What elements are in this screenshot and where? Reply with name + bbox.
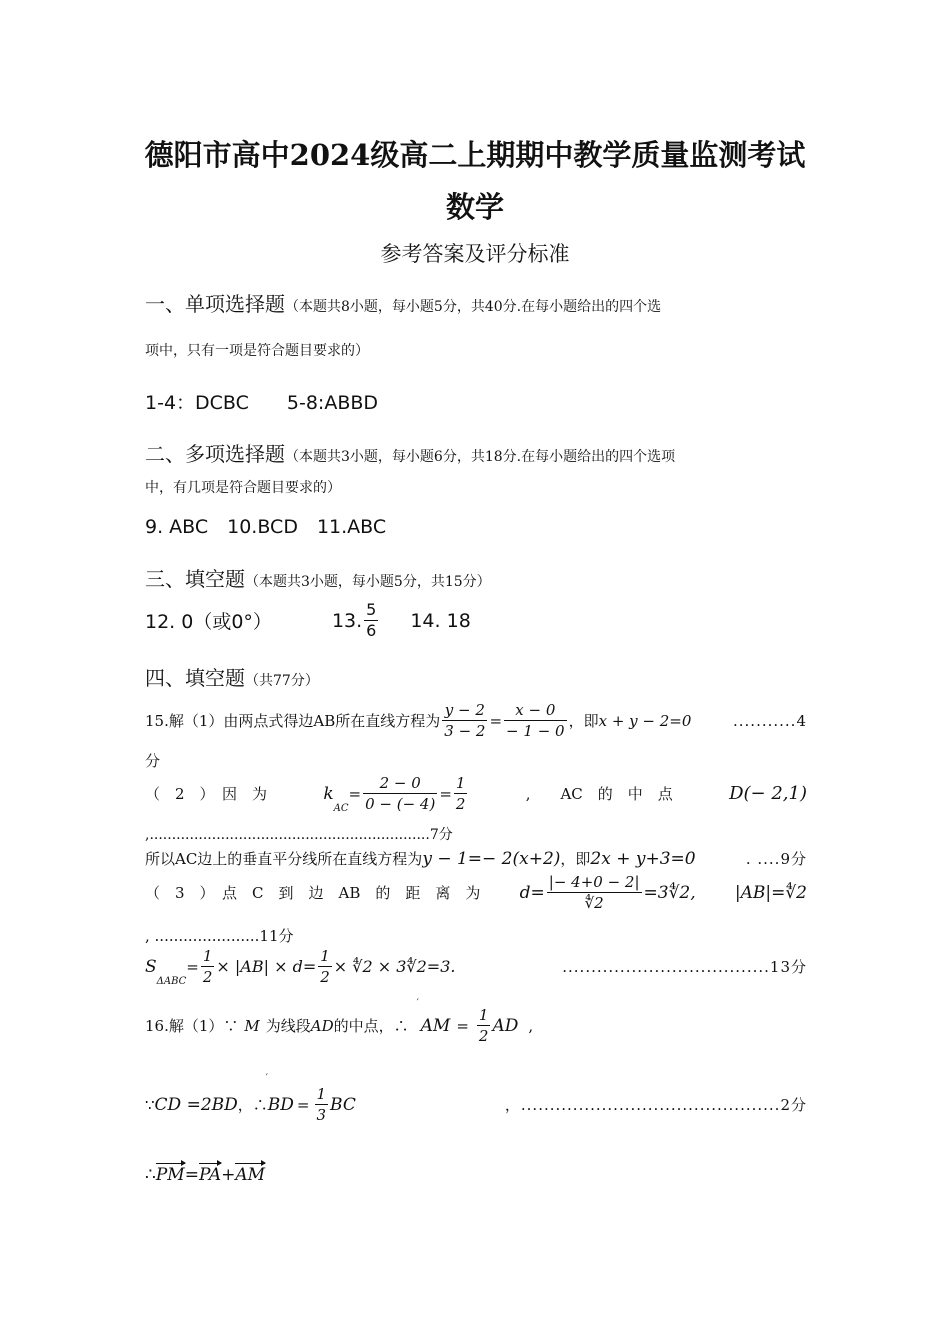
q15-fraction-4	[454, 773, 468, 814]
section-2-note-line2: 中，有几项是符合题目要求的）	[145, 480, 341, 496]
q15-line-4	[145, 848, 807, 869]
section-3-answers	[145, 600, 471, 641]
q16-f2-num: 1	[316, 1085, 327, 1103]
q15-score-9: . ....9分	[745, 850, 807, 868]
q16-point-M: M	[244, 1016, 260, 1035]
q16-vector-mark-icon: ′	[416, 997, 419, 1009]
q15-slope-expression	[323, 773, 469, 814]
q15-score-11: , ......................11分	[145, 927, 294, 945]
q15-f6-den: 2	[202, 968, 213, 986]
section-1-note-line2: 项中，只有一项是符合题目要求的）	[145, 343, 369, 359]
q16-because: ∵	[145, 1095, 155, 1114]
q16-vector-AM-group	[416, 997, 451, 1036]
q15-bisector-eq-1: y − 1=− 2(x+2)	[422, 848, 561, 869]
q15-fraction-3	[363, 773, 437, 814]
q15-score-7: ,...............................................................7分	[145, 827, 453, 843]
q16-vector-BD-group	[265, 1072, 294, 1115]
q16-equals-3: =	[184, 1165, 199, 1185]
q16-score-2: ，.............................................2分	[504, 1096, 807, 1114]
q16-line-2	[145, 1072, 807, 1125]
q15-f6-num: 1	[202, 947, 213, 965]
q15-f7-num: 1	[320, 947, 330, 965]
q16-therefore: ，∴	[237, 1096, 268, 1114]
q15-bisector-eq-2: 2x + y+3=0	[590, 848, 696, 869]
answer-13-label: 13.	[331, 609, 363, 632]
section-3-heading	[145, 563, 491, 592]
q15-bisector-mid: ，即	[560, 850, 591, 868]
q15-fraction-5	[547, 872, 642, 913]
q16-fraction-1	[477, 1005, 491, 1046]
q16-vector-AM-2: AM	[235, 1165, 266, 1185]
q15-f5-den: ∜2	[584, 894, 604, 912]
q15-f5-num: |− 4+0 − 2|	[548, 873, 640, 891]
q15-f2-den: − 1 − 0	[506, 722, 565, 740]
q15-text-2: ，即	[568, 712, 599, 730]
q15-area-mid: × |AB| × d=	[216, 957, 317, 976]
q16-f1-num: 1	[478, 1006, 489, 1024]
q15-distance-text: （ 3 ） 点 C 到 边 AB 的 距 离 为	[145, 884, 481, 902]
section-3-title: 三、填空题	[145, 567, 245, 591]
q15-text-1: 15.解（1）由两点式得边AB所在直线方程为	[145, 712, 441, 730]
q15-f3-num: 2 − 0	[363, 773, 437, 794]
q16-segment-AD: AD	[310, 1016, 334, 1035]
answer-12: 12. 0（或0°）	[145, 611, 272, 633]
answer-13-denominator: 6	[366, 621, 377, 640]
q15-fraction-7	[318, 946, 332, 987]
q15-line-7	[145, 946, 807, 987]
q15-slope-subscript: AC	[333, 803, 349, 814]
q16-f1-den: 2	[478, 1027, 489, 1045]
q15-fraction-1	[442, 700, 487, 741]
q16-vector-PM: PM	[155, 1165, 185, 1185]
q15-slope-k: k	[323, 783, 334, 804]
section-2-title: 二、多项选择题	[145, 442, 285, 466]
section-2-answers: 9. ABC 10.BCD 11.ABC	[145, 516, 387, 538]
q15-score-13: ....................................13分	[562, 958, 807, 976]
q15-f1-num: y − 2	[442, 700, 487, 721]
q16-vector-mark-icon-2: ′	[265, 1072, 269, 1084]
page-title: 德阳市高中2024级高二上期期中教学质量监测考试	[144, 138, 806, 172]
q16-equals-1: =	[456, 1016, 469, 1035]
q16-line-3	[145, 1165, 265, 1185]
q16-text-3: 的中点，∴	[333, 1017, 409, 1035]
section-4-heading	[145, 662, 319, 691]
q15-line-2	[145, 773, 807, 814]
q15-fraction-2	[504, 700, 567, 741]
q15-score-dots-1: ...........4	[733, 711, 807, 730]
section-2-heading	[145, 438, 675, 467]
q15-line-equation: x + y − 2=0	[598, 711, 692, 730]
q15-slope-equals: =	[348, 784, 362, 803]
section-3-note: （本题共3小题，每小题5分，共15分）	[245, 574, 491, 590]
section-1-answers: 1-4：DCBC 5-8:ABBD	[145, 392, 379, 414]
q15-f2-num: x − 0	[504, 700, 567, 721]
q15-equals: =	[489, 711, 503, 730]
q15-bisector-text: 所以AC边上的垂直平分线所在直线方程为	[145, 850, 423, 868]
q16-vector-AM: AM	[420, 1015, 451, 1036]
section-1-heading	[145, 288, 661, 317]
q16-equals-2: =	[296, 1095, 310, 1114]
q15-area-subscript: ΔABC	[156, 976, 187, 987]
q16-plus: +	[221, 1165, 236, 1185]
subject-title: 数学	[445, 190, 504, 224]
q15-midpoint-D: D(− 2,1)	[729, 783, 807, 804]
q16-line-1	[145, 997, 534, 1046]
answer-14: 14. 18	[410, 609, 471, 632]
q15-score-unit: 分	[145, 752, 161, 770]
q16-text-1: 16.解（1）∵	[145, 1017, 239, 1035]
q16-segment-AD-2: AD	[492, 1015, 519, 1036]
q15-f4-den: 2	[455, 795, 466, 813]
q16-comma: ,	[528, 1016, 534, 1035]
q15-distance-result: =3∜2,	[643, 882, 696, 903]
q16-fraction-2	[315, 1084, 329, 1125]
q15-distance-d: d=	[519, 882, 545, 903]
q15-f4-num: 1	[455, 774, 466, 792]
q16-f2-den: 3	[316, 1106, 327, 1124]
page-subtitle: 参考答案及评分标准	[380, 242, 570, 266]
q16-text-2: 为线段	[265, 1017, 311, 1035]
q15-fraction-6	[201, 946, 215, 987]
section-1-note: （本题共8小题，每小题5分，共40分.在每小题给出的四个选	[285, 299, 662, 315]
q15-area-equals: =	[186, 957, 199, 976]
answer-13-numerator: 5	[366, 600, 377, 619]
section-1-title: 一、单项选择题	[145, 292, 285, 316]
q15-distance-expression	[520, 872, 696, 913]
q15-ab-length: |AB|=∜2	[734, 882, 807, 903]
q15-line-1	[145, 700, 807, 741]
answer-13-fraction	[364, 600, 378, 641]
q15-part2-label: （ 2 ） 因 为	[145, 785, 268, 803]
section-4-note: （共77分）	[245, 673, 319, 689]
q15-f7-den: 2	[320, 968, 330, 986]
q15-line-5	[145, 872, 807, 913]
q15-slope-equals-2: =	[439, 784, 452, 803]
q16-therefore-2: ∴	[145, 1165, 156, 1185]
q16-vector-BD: BD	[267, 1094, 294, 1115]
q15-midpoint-text: , AC 的 中 点	[525, 785, 673, 803]
q15-area-result: × ∜2 × 3∜2=3.	[333, 957, 456, 976]
section-2-note: （本题共3小题，每小题6分，共18分.在每小题给出的四个选项	[285, 449, 676, 465]
q15-f1-den: 3 − 2	[444, 722, 486, 740]
section-4-title: 四、填空题	[145, 666, 245, 690]
q16-cd-relation: CD =2BD	[154, 1094, 238, 1115]
q15-area-S: S	[145, 956, 157, 977]
q15-f3-den: 0 − (− 4)	[365, 795, 436, 813]
q16-vector-PA: PA	[198, 1165, 222, 1185]
q16-segment-BC: BC	[330, 1094, 356, 1115]
